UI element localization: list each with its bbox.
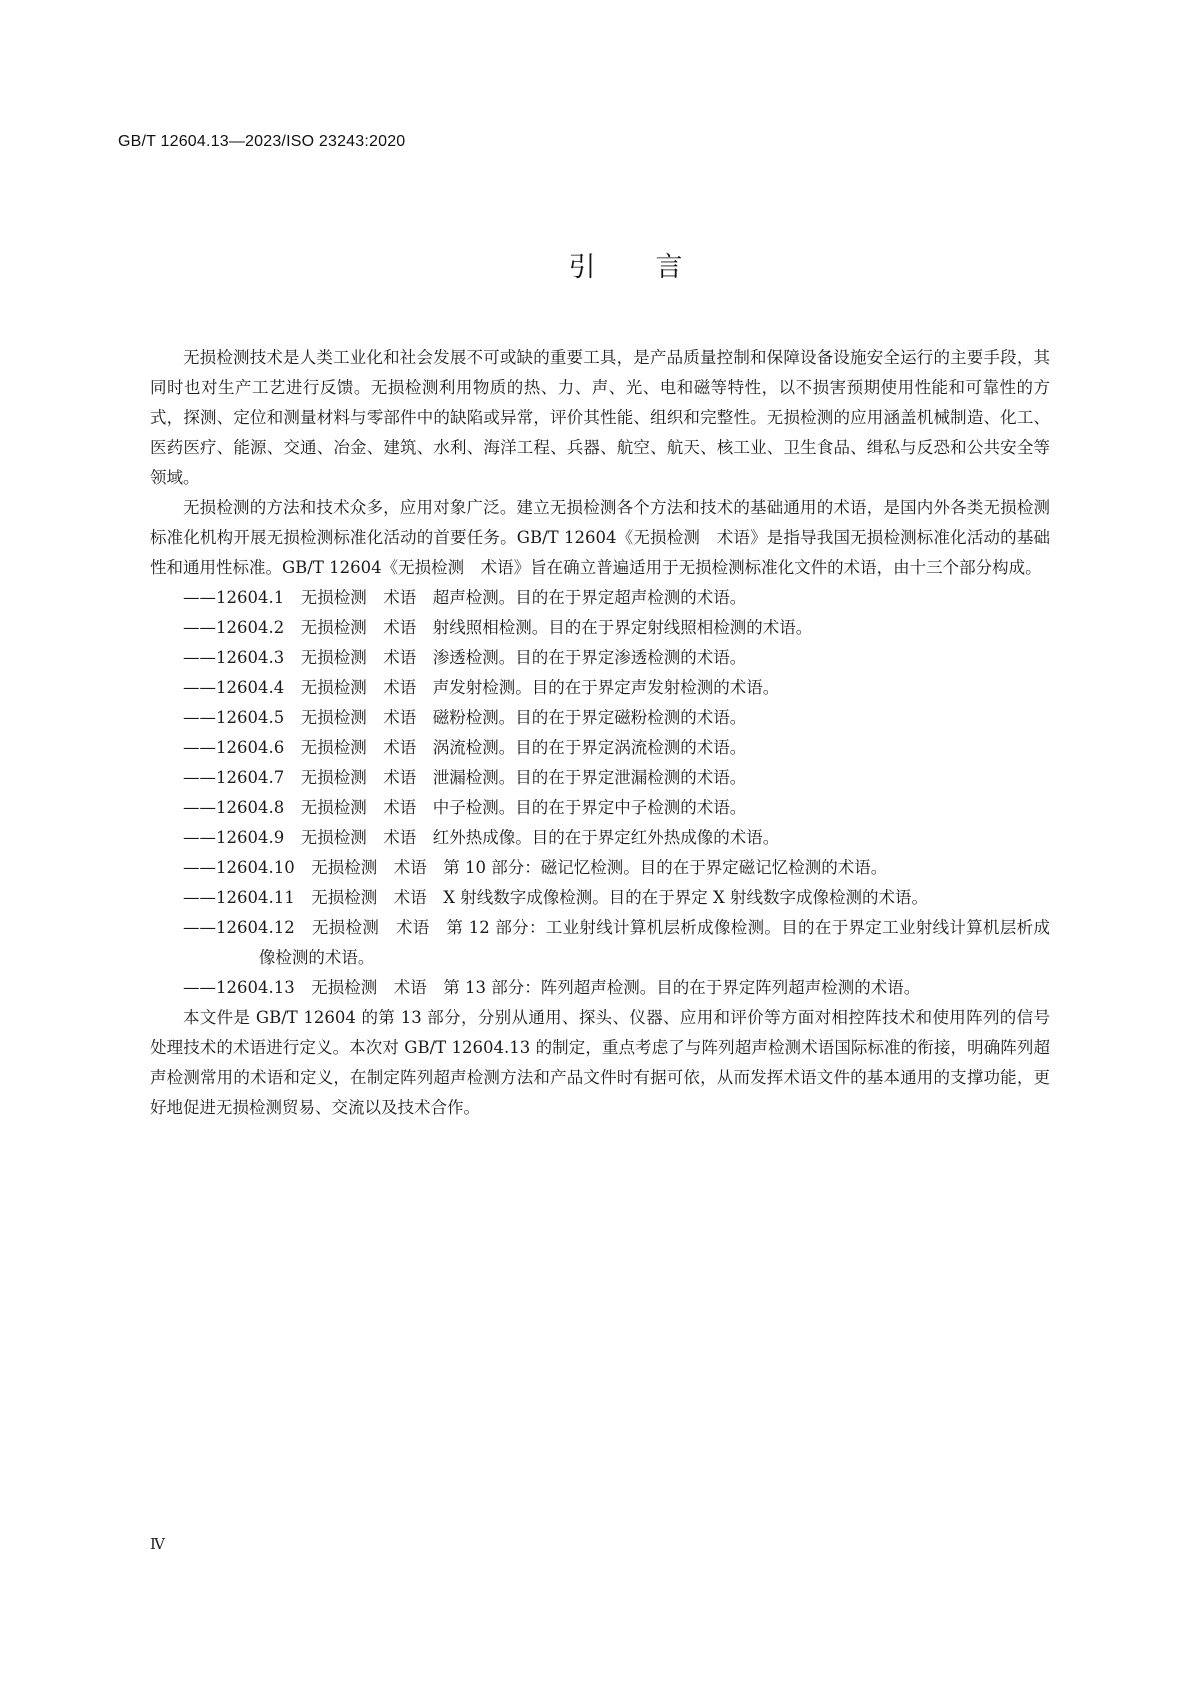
list-item: ——12604.4 无损检测 术语 声发射检测。目的在于界定声发射检测的术语。: [183, 678, 780, 697]
closing-paragraph: 本文件是 GB/T 12604 的第 13 部分，分别从通用、探头、仪器、应用和评价等方面对相控阵技术和使用阵列的信号处理技术的术语进行定义。本次对 GB/T 12604.13 的制定，重点考虑了与阵列超声检测术语国际标准的衔接，明确阵列超声检测常用的术语和定义，在制定阵列超声检测方法和产品文件时有据可依，从而发挥术语文件的基本通用的支撑功能，更好地促进无损检测贸易、交流以及技术合作。: [150, 1008, 1050, 1117]
parts-list: [150, 583, 1050, 1003]
paragraph-2: 无损检测的方法和技术众多，应用对象广泛。建立无损检测各个方法和技术的基础通用的术语，是国内外各类无损检测标准化机构开展无损检测标准化活动的首要任务。GB/T 12604《无损检测 术语》是指导我国无损检测标准化活动的基础性和通用性标准。GB/T 12604《无损检测 术语》旨在确立普遍适用于无损检测标准化文件的术语，由十三个部分构成。: [150, 498, 1050, 577]
paragraph-1: 无损检测技术是人类工业化和社会发展不可或缺的重要工具，是产品质量控制和保障设备设施安全运行的主要手段，其同时也对生产工艺进行反馈。无损检测利用物质的热、力、声、光、电和磁等特性，以不损害预期使用性能和可靠性的方式，探测、定位和测量材料与零部件中的缺陷或异常，评价其性能、组织和完整性。无损检测的应用涵盖机械制造、化工、医药医疗、能源、交通、冶金、建筑、水利、海洋工程、兵器、航空、航天、核工业、卫生食品、缉私与反恐和公共安全等领域。: [150, 348, 1050, 487]
list-item: ——12604.2 无损检测 术语 射线照相检测。目的在于界定射线照相检测的术语。: [183, 618, 813, 637]
list-item: ——12604.9 无损检测 术语 红外热成像。目的在于界定红外热成像的术语。: [183, 828, 780, 847]
list-item: ——12604.1 无损检测 术语 超声检测。目的在于界定超声检测的术语。: [183, 588, 747, 607]
list-item: ——12604.12 无损检测 术语 第 12 部分：工业射线计算机层析成像检测。目的在于界定工业射线计算机层析成像检测的术语。: [183, 918, 1050, 967]
list-item: ——12604.11 无损检测 术语 X 射线数字成像检测。目的在于界定 X 射线数字成像检测的术语。: [183, 888, 928, 907]
list-item: ——12604.3 无损检测 术语 渗透检测。目的在于界定渗透检测的术语。: [183, 648, 747, 667]
body-content: [150, 343, 1050, 1123]
list-item: ——12604.7 无损检测 术语 泄漏检测。目的在于界定泄漏检测的术语。: [183, 768, 747, 787]
list-item: ——12604.10 无损检测 术语 第 10 部分：磁记忆检测。目的在于界定磁记忆检测的术语。: [183, 858, 888, 877]
list-item: ——12604.13 无损检测 术语 第 13 部分：阵列超声检测。目的在于界定阵列超声检测的术语。: [183, 978, 921, 997]
document-id: GB/T 12604.13—2023/ISO 23243:2020: [118, 133, 406, 150]
page-number: Ⅳ: [150, 1535, 165, 1553]
list-item: ——12604.5 无损检测 术语 磁粉检测。目的在于界定磁粉检测的术语。: [183, 708, 747, 727]
page-title: 引言: [568, 252, 743, 283]
list-item: ——12604.8 无损检测 术语 中子检测。目的在于界定中子检测的术语。: [183, 798, 747, 817]
list-item: ——12604.6 无损检测 术语 涡流检测。目的在于界定涡流检测的术语。: [183, 738, 747, 757]
